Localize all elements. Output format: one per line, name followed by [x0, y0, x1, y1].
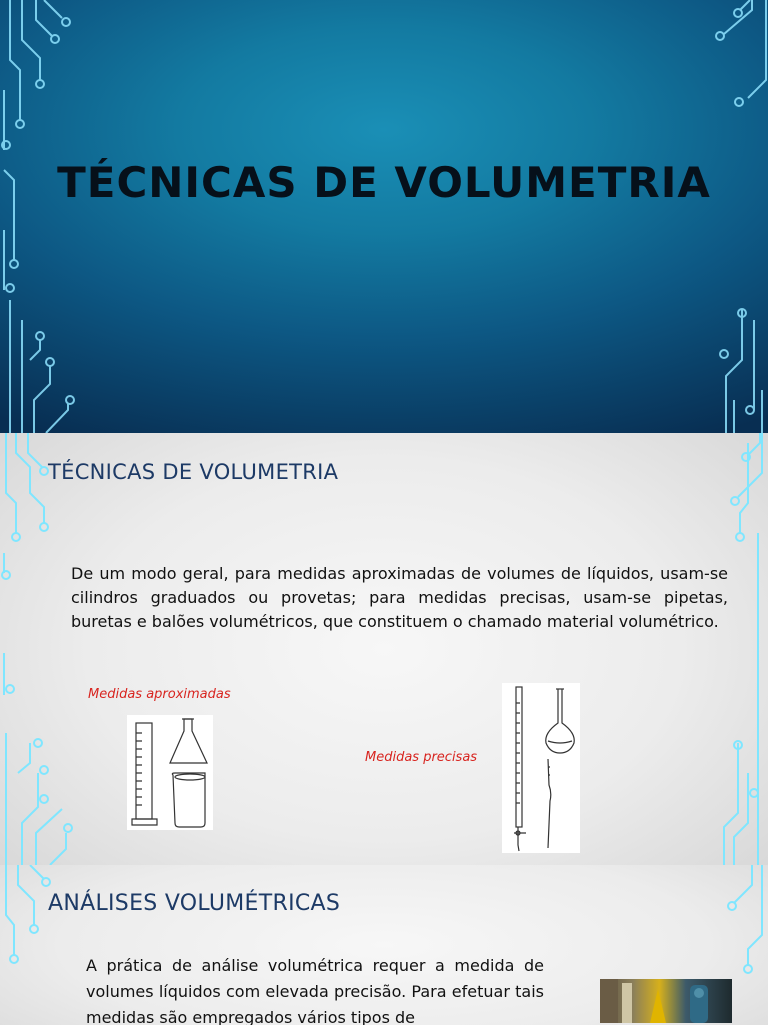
title-slide: [0, 0, 768, 433]
content-slide-volumetria: [0, 433, 768, 865]
slide-title: TÉCNICAS DE VOLUMETRIA: [57, 158, 711, 207]
slide-body-text: De um modo geral, para medidas aproximadas de volumes de líquidos, usam-se cilindros graduados ou provetas; para medidas precisas, usam-se pipetas, buretas e balões volumétricos, que constituem o chamado material volumétrico.: [71, 564, 728, 631]
slide-heading: TÉCNICAS DE VOLUMETRIA: [48, 460, 339, 484]
precise-glassware-image: [502, 683, 580, 853]
caption-approximate: Medidas aproximadas: [88, 687, 231, 702]
volumetric-flask-icon: [546, 689, 575, 753]
erlenmeyer-flask-icon: [170, 719, 207, 763]
circuit-decoration-right: [688, 0, 768, 433]
circuit-decoration-left: [0, 433, 80, 865]
caption-precise: Medidas precisas: [365, 750, 478, 765]
slide-heading: ANÁLISES VOLUMÉTRICAS: [48, 891, 341, 916]
beaker-icon: [172, 773, 205, 827]
slide-body-text: A prática de análise volumétrica requer a medida de volumes líquidos com elevada precisão. Para efetuar tais medidas são empregados vários tipos de: [86, 956, 544, 1025]
content-slide-analises: [0, 865, 768, 1025]
lab-photo-image: [600, 979, 732, 1023]
pipette-icon: [548, 759, 551, 848]
approximate-glassware-image: [127, 715, 213, 830]
graduated-cylinder-icon: [132, 723, 157, 825]
burette-icon: [514, 687, 526, 851]
circuit-decoration-left: [0, 0, 90, 433]
circuit-decoration-left: [0, 865, 60, 1025]
circuit-decoration-right: [688, 433, 768, 865]
